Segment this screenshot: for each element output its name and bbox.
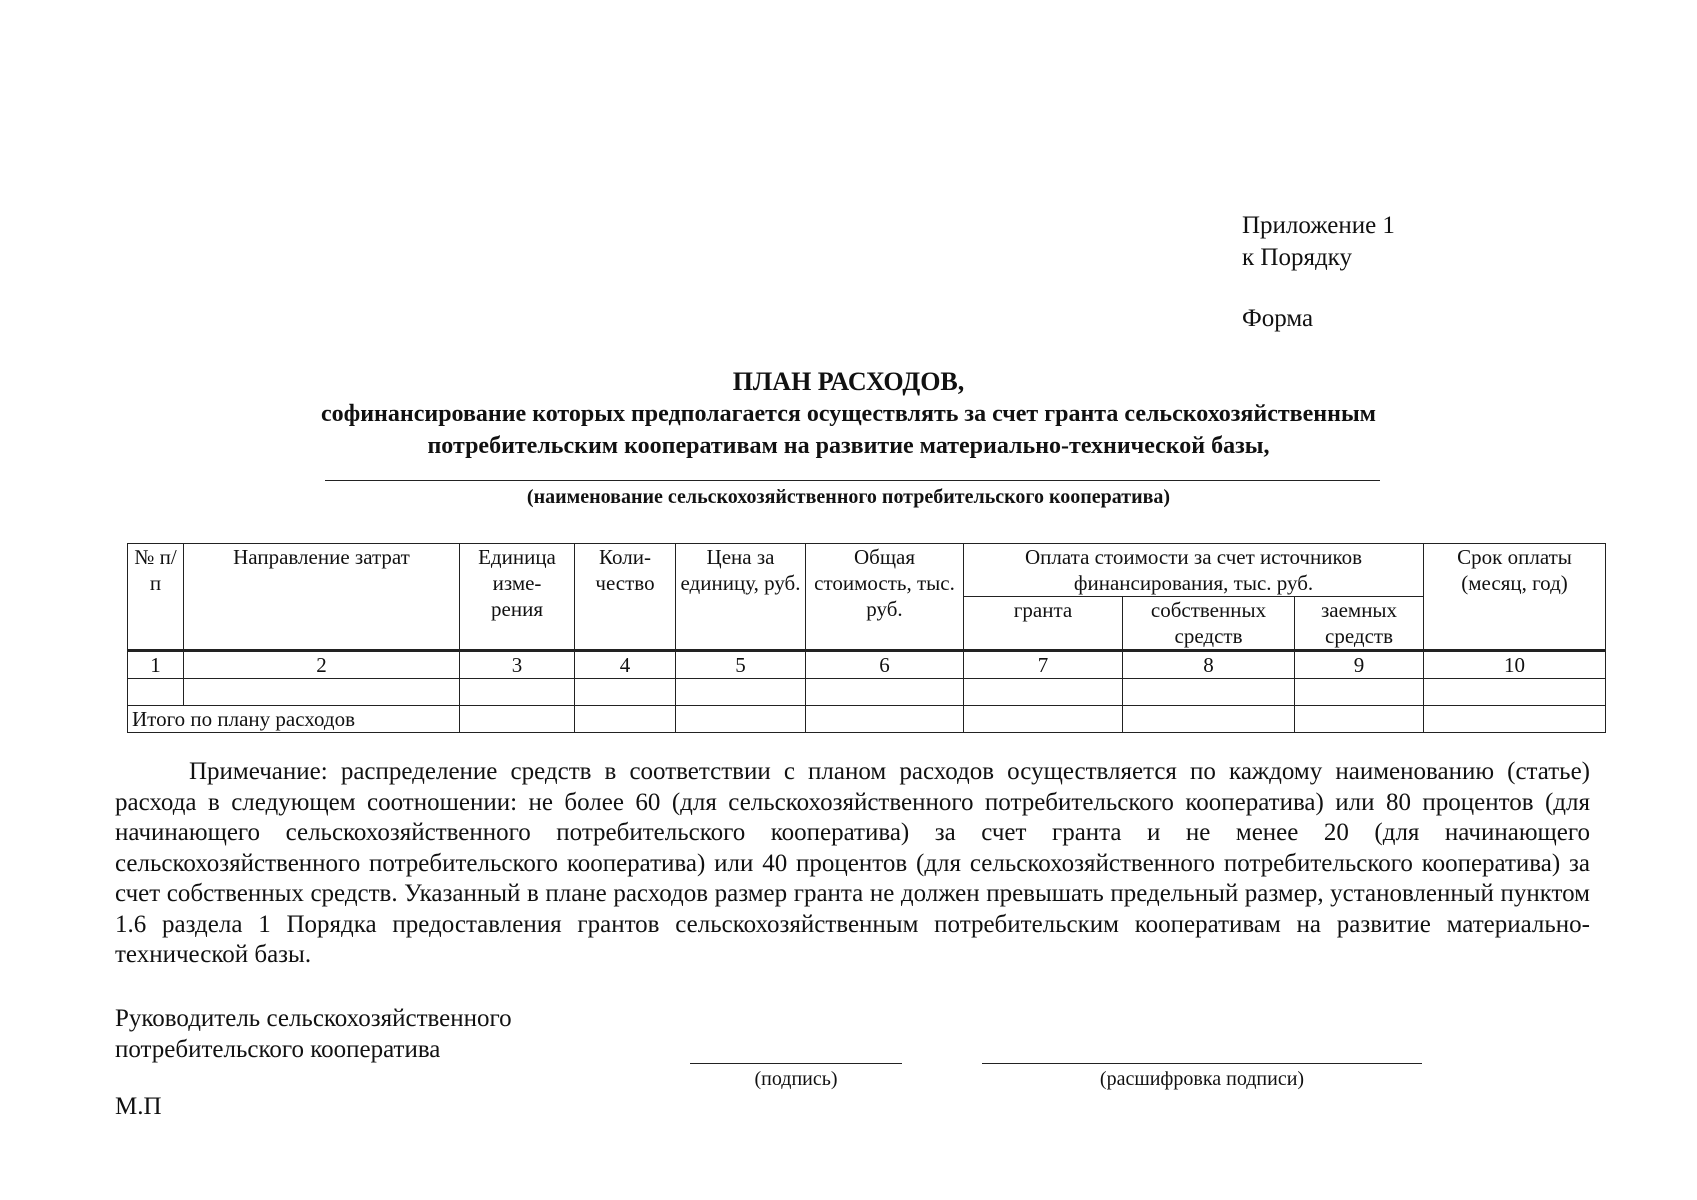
total-label: Итого по плану расходов — [128, 706, 460, 733]
signature-line[interactable] — [690, 1063, 902, 1064]
signatory-role-line1: Руководитель сельскохозяйственного — [115, 1005, 512, 1032]
table-cell[interactable] — [1295, 679, 1424, 706]
column-number: 8 — [1123, 651, 1295, 679]
stamp-placeholder: М.П — [115, 1093, 162, 1120]
table-cell[interactable] — [1123, 679, 1295, 706]
note-paragraph: Примечание: распределение средств в соответствии с планом расходов осуществляется по каждому наименованию (статье) расхода в следующем соотношении: не более 60 (для сельскохозяйственного потребительского кооператива) или 80 процентов (для начинающего сельскохозяйственного потребительского кооператива) за счет гранта и не менее 20 (для начинающего сельскохозяйственного потребительского кооператива) или 40 процентов (для сельскохозяйственного потребительского кооператива) за счет собственных средств. Указанный в плане расходов размер гранта не должен превышать предельный размер, установленный пунктом 1.6 раздела 1 Порядка предоставления грантов сельскохозяйственным потребительским кооперативам на развитие материально-технической базы. — [115, 758, 1590, 968]
appendix-reference — [1242, 210, 1395, 274]
column-number: 9 — [1295, 651, 1424, 679]
total-row — [128, 706, 1606, 733]
header-grant: гранта — [964, 597, 1123, 651]
header-own-funds: собственных средств — [1123, 597, 1295, 651]
column-number: 10 — [1424, 651, 1606, 679]
table-row — [128, 679, 1606, 706]
signatory-role — [115, 1003, 512, 1065]
header-total-cost: Общая стоимость, тыс. руб. — [806, 544, 964, 651]
cooperative-name-line — [325, 480, 1380, 481]
table-cell[interactable] — [676, 706, 806, 733]
header-quantity: Коли- чество — [575, 544, 676, 651]
column-number: 1 — [128, 651, 184, 679]
signature-decoding-line[interactable] — [982, 1063, 1422, 1064]
header-payment-sources: Оплата стоимости за счет источников финансирования, тыс. руб. — [964, 544, 1424, 597]
table-cell[interactable] — [1424, 706, 1606, 733]
header-price: Цена за единицу, руб. — [676, 544, 806, 651]
header-payment-term: Срок оплаты (месяц, год) — [1424, 544, 1606, 651]
appendix-line2: к Порядку — [1242, 244, 1352, 271]
table-cell[interactable] — [128, 679, 184, 706]
header-borrowed-funds: заемных средств — [1295, 597, 1424, 651]
table-cell[interactable] — [460, 706, 575, 733]
table-cell[interactable] — [575, 679, 676, 706]
signature-decoding-caption: (расшифровка подписи) — [1099, 1068, 1305, 1090]
title-sub-line2: потребительским кооперативам на развитие материально-технической базы, — [427, 433, 1270, 459]
table-cell[interactable] — [575, 706, 676, 733]
column-number: 6 — [806, 651, 964, 679]
header-num: № п/п — [128, 544, 184, 651]
header-direction: Направление затрат — [184, 544, 460, 651]
table-cell[interactable] — [964, 679, 1123, 706]
expense-plan-table — [127, 543, 1606, 733]
table-cell[interactable] — [1295, 706, 1424, 733]
table-cell[interactable] — [460, 679, 575, 706]
signatory-role-line2: потребительского кооператива — [115, 1036, 441, 1063]
column-number: 5 — [676, 651, 806, 679]
table-cell[interactable] — [806, 679, 964, 706]
appendix-line1: Приложение 1 — [1242, 212, 1395, 239]
column-number: 3 — [460, 651, 575, 679]
column-number: 7 — [964, 651, 1123, 679]
title-main: ПЛАН РАСХОДОВ, — [732, 367, 965, 396]
document-title — [0, 366, 1697, 462]
title-sub-line1: софинансирование которых предполагается осуществлять за счет гранта сельскохозяйственным — [320, 401, 1377, 427]
column-number: 4 — [575, 651, 676, 679]
table-cell[interactable] — [964, 706, 1123, 733]
table-cell[interactable] — [1123, 706, 1295, 733]
table-cell[interactable] — [1424, 679, 1606, 706]
cooperative-name-caption: (наименование сельскохозяйственного потребительского кооператива) — [526, 486, 1171, 508]
column-number: 2 — [184, 651, 460, 679]
column-number-row — [128, 651, 1606, 679]
form-label: Форма — [1242, 305, 1314, 332]
table-cell[interactable] — [806, 706, 964, 733]
table-cell[interactable] — [676, 679, 806, 706]
table-cell[interactable] — [184, 679, 460, 706]
signature-caption: (подпись) — [754, 1068, 838, 1090]
header-unit: Единица изме- рения — [460, 544, 575, 651]
